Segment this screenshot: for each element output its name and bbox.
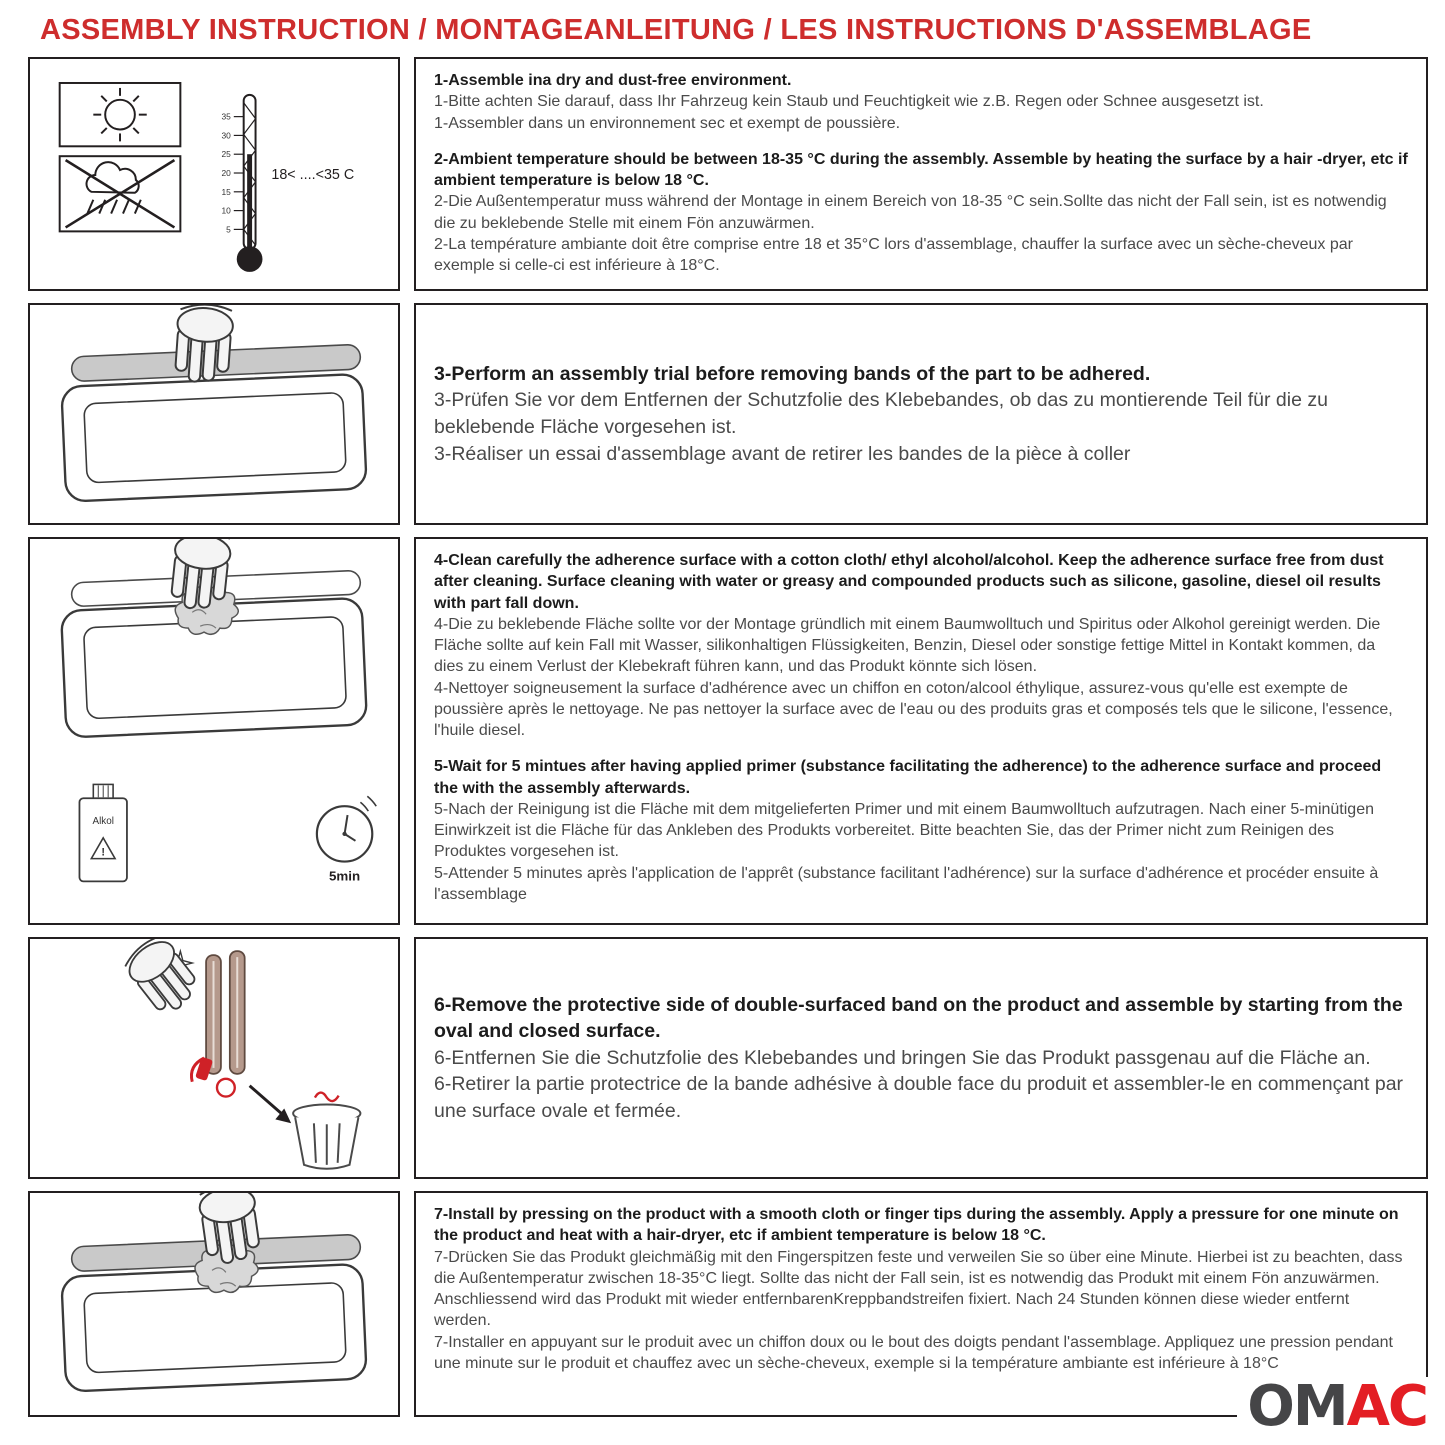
instruction-fr: 6-Retirer la partie protectrice de la bande adhésive à double face du produit et assembler-le en commençant par une surface ovale et fermée.: [434, 1073, 1404, 1122]
hand-icon: [120, 939, 204, 1019]
instructions-environment-temperature: [414, 57, 1428, 291]
figure-environment-temperature: [28, 57, 400, 291]
page-title: ASSEMBLY INSTRUCTION / MONTAGEANLEITUNG / LES INSTRUCTIONS D'ASSEMBLAGE: [40, 14, 1312, 46]
figure-remove-band: [28, 937, 400, 1179]
thermometer-tick: 30: [221, 130, 231, 141]
tape-strips-icon: [206, 951, 245, 1074]
thermometer-tick: 35: [221, 111, 231, 122]
clock-label: 5min: [329, 868, 361, 884]
sun-icon: [60, 83, 181, 146]
instructions-clean-surface: [414, 537, 1428, 925]
thermometer-tick: 15: [221, 186, 231, 197]
temperature-range-label: 18< ....<35 C: [271, 166, 355, 183]
environment-temperature-illustration: [30, 59, 398, 289]
instruction-fr: 7-Installer en appuyant sur le produit avec un chiffon doux ou le bout des doigts pendant l'assemblage. Appliquez une pression pendant une minute sur le produit et chauffez avec un sèche-cheveux, exemple si la température ambiante est inférieure à 18°C: [434, 1333, 1393, 1372]
instruction-en: 1-Assemble ina dry and dust-free environment.: [434, 72, 792, 89]
figure-press-install: [28, 1191, 400, 1417]
section-remove-band: [28, 937, 1428, 1179]
section-press-install: [28, 1191, 1428, 1417]
trial-fit-illustration: [30, 305, 398, 523]
instruction-en: 5-Wait for 5 mintues after having applied primer (substance facilitating the adherence) to the adherence surface and proceed the with the assembly afterwards.: [434, 758, 1382, 797]
brand-logo: [1237, 1374, 1429, 1439]
thermometer-icon: [221, 95, 354, 272]
instruction-de: 5-Nach der Reinigung ist die Fläche mit dem mitgelieferten Primer und mit einem Baumwolltuch aufzutragen. Nach einer 5-minütigen Einwirkzeit ist die Fläche für das Ankleben des Produkts vorbereitet. Bitte beachten Sie, das der Primer nicht zum Reinigen des Produktes vorgesehen ist.: [434, 800, 1374, 861]
instruction-de: 2-Die Außentemperatur muss während der Montage in einem Bereich von 18-35 °C sein.Sollte das nicht der Fall sein, ist es notwendig die zu beklebende Stelle mit einem Fön anzuwärmen.: [434, 193, 1387, 232]
section-environment-temperature: [28, 57, 1428, 291]
brand-logo-om: OM: [1247, 1374, 1347, 1439]
instruction-de: 1-Bitte achten Sie darauf, dass Ihr Fahrzeug kein Staub und Feuchtigkeit wie z.B. Regen oder Schnee ausgesetzt ist.: [434, 93, 1264, 111]
arrow-icon: [250, 1086, 292, 1124]
instruction-en: 2-Ambient temperature should be between 18-35 °C during the assembly. Assemble by heating the surface by a hair -dryer, etc if ambient temperature is below 18 °C.: [434, 150, 1408, 190]
instruction-fr: 3-Réaliser un essai d'assemblage avant de retirer les bandes de la pièce à coller: [434, 442, 1131, 465]
instruction-de: 3-Prüfen Sie vor dem Entfernen der Schutzfolie des Klebebandes, ob das zu montierende Teil für die zu beklebende Fläche vorgesehen ist.: [434, 389, 1328, 438]
alcohol-bottle-label: Alkol: [92, 815, 114, 827]
trash-can-icon: [293, 1093, 360, 1169]
section-assembly-trial: [28, 303, 1428, 525]
instruction-de: 4-Die zu beklebende Fläche sollte vor der Montage gründlich mit einem Baumwolltuch und Spiritus oder Alkohol gereinigt werden. Die Fläche sollte auf kein Fall mit Wasser, silikonhaltigen Flüssigkeiten, Benzin, Diesel oder sonstige fettige Mittel in Kontakt kommen, da dies zu einem Verlust der Klebekraft führen kann, und das Produkt könnte sich lösen.: [434, 615, 1381, 676]
instruction-fr: 4-Nettoyer soigneusement la surface d'adhérence avec un chiffon en coton/alcool éthylique, assurez-vous qu'elle est exempte de poussière après le nettoyage. Ne pas nettoyer la surface avec de l'eau ou des produits gras et composés tels que le silicone, l'essence, l'huile diesel.: [434, 679, 1393, 740]
cleaning-illustration: [30, 539, 398, 923]
figure-clean-surface: [28, 537, 400, 925]
figure-assembly-trial: [28, 303, 400, 525]
clock-icon: [317, 796, 376, 883]
thermometer-tick: 10: [221, 205, 231, 216]
alcohol-bottle-icon: [79, 784, 126, 881]
peel-band-illustration: [30, 939, 398, 1177]
instructions-assembly-trial: [414, 303, 1428, 525]
instruction-en: 6-Remove the protective side of double-surfaced band on the product and assemble by starting from the oval and closed surface.: [434, 993, 1403, 1043]
instruction-fr: 1-Assembler dans un environnement sec et exempt de poussière.: [434, 114, 901, 132]
warning-exclamation: !: [101, 846, 106, 859]
thermometer-tick: 25: [221, 149, 231, 160]
thermometer-tick: 5: [226, 224, 231, 235]
press-install-illustration: [30, 1193, 398, 1415]
instruction-en: 7-Install by pressing on the product with a smooth cloth or finger tips during the assembly. Apply a pressure for one minute on the product and heat with a hair-dryer, etc if ambient temperature is below 18 °C.: [434, 1206, 1399, 1245]
instruction-en: 3-Perform an assembly trial before removing bands of the part to be adhered.: [434, 362, 1151, 385]
no-rain-icon: [60, 156, 181, 231]
instruction-fr: 5-Attender 5 minutes après l'application de l'apprêt (substance facilitant l'adhérence) sur la surface d'adhérence et procéder ensuite à l'assemblage: [434, 864, 1379, 903]
instruction-en: 4-Clean carefully the adherence surface with a cotton cloth/ ethyl alcohol/alcohol. Keep the adherence surface free from dust after cleaning. Surface cleaning with water or greasy and compounded products such as silicone, gasoline, diesel oil results with part fall down.: [434, 552, 1384, 612]
instructions-remove-band: [414, 937, 1428, 1179]
section-clean-surface: [28, 537, 1428, 925]
instruction-de: 6-Entfernen Sie die Schutzfolie des Klebebandes und bringen Sie das Produkt passgenau auf die Fläche an.: [434, 1046, 1371, 1069]
instruction-fr: 2-La température ambiante doit être comprise entre 18 et 35°C lors d'assemblage, chauffer la surface avec un sèche-cheveux par exemple si celle-ci est inférieure à 18°C.: [434, 235, 1353, 275]
thermometer-tick: 20: [221, 167, 231, 178]
brand-logo-ac: AC: [1346, 1374, 1427, 1439]
instruction-de: 7-Drücken Sie das Produkt gleichmäßig mit den Fingerspitzen feste und verweilen Sie so über eine Minute. Hierbei ist zu beachten, dass die Außentemperatur zwischen 18-35°C liegt. Sollte das nicht der Fall sein, ist es notwendig das Produkt mit einem Fön anzuwärmen. Anschliessend wird das Produkt mit wieder entfernbarenKreppbandstreifen fixiert. Nach 24 Stunden können diese wieder entfernt werden.: [434, 1248, 1403, 1330]
